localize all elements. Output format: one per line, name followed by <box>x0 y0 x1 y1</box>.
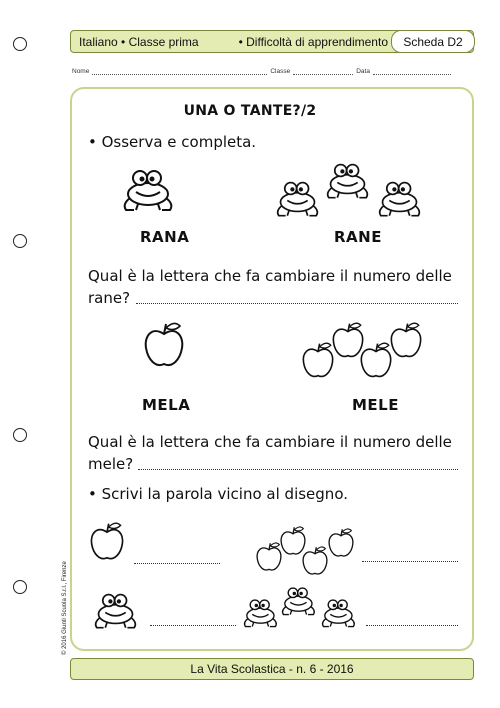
answer-line-apples[interactable] <box>138 467 458 470</box>
punch-hole <box>13 580 27 594</box>
word-mele: MELE <box>352 396 399 414</box>
answer-line-frog-single[interactable] <box>150 623 236 626</box>
answer-line-frogs[interactable] <box>136 301 458 304</box>
question-apples-line2: mele? <box>88 455 134 473</box>
punch-hole <box>13 234 27 248</box>
instruction-observe: • Osserva e completa. <box>88 133 257 151</box>
apple-illustration <box>144 322 188 372</box>
apples-drawing-group <box>256 524 356 584</box>
class-label: Classe <box>270 68 291 75</box>
instruction-write: • Scrivi la parola vicino al disegno. <box>88 485 348 503</box>
answer-line-frogs-group[interactable] <box>366 623 458 626</box>
apple-drawing-single <box>90 522 130 572</box>
punch-hole <box>13 428 27 442</box>
date-label: Data <box>356 68 370 75</box>
answer-line-apples-group[interactable] <box>362 559 458 562</box>
question-frogs-line2: rane? <box>88 289 131 307</box>
question-apples-line1: Qual è la lettera che fa cambiare il numero delle <box>88 433 452 451</box>
sheet-badge: Scheda D2 <box>391 30 475 53</box>
frogs-illustration <box>272 162 432 222</box>
word-rane: RANE <box>334 228 382 246</box>
punch-hole <box>13 37 27 51</box>
copyright-notice: © 2016 Giunti Scuola S.r.l., Firenze <box>62 561 68 655</box>
frog-illustration <box>118 168 178 216</box>
name-label: Nome <box>72 68 90 75</box>
class-field[interactable] <box>293 68 353 75</box>
student-fields <box>72 68 472 75</box>
page-footer: La Vita Scolastica - n. 6 - 2016 <box>70 658 474 680</box>
apples-illustration <box>302 318 432 388</box>
page-header <box>70 30 474 53</box>
frogs-drawing-group <box>240 586 360 634</box>
header-topic: • Difficoltà di apprendimento <box>238 34 388 49</box>
word-rana: RANA <box>140 228 190 246</box>
page-title: UNA O TANTE?/2 <box>183 103 317 119</box>
question-frogs-line1: Qual è la lettera che fa cambiare il numero delle <box>88 267 452 285</box>
frog-drawing-single <box>90 592 144 632</box>
answer-line-apple-single[interactable] <box>134 561 220 564</box>
word-mela: MELA <box>142 396 191 414</box>
date-field[interactable] <box>373 68 451 75</box>
header-subject: Italiano • Classe prima <box>79 34 199 49</box>
name-field[interactable] <box>92 68 267 75</box>
